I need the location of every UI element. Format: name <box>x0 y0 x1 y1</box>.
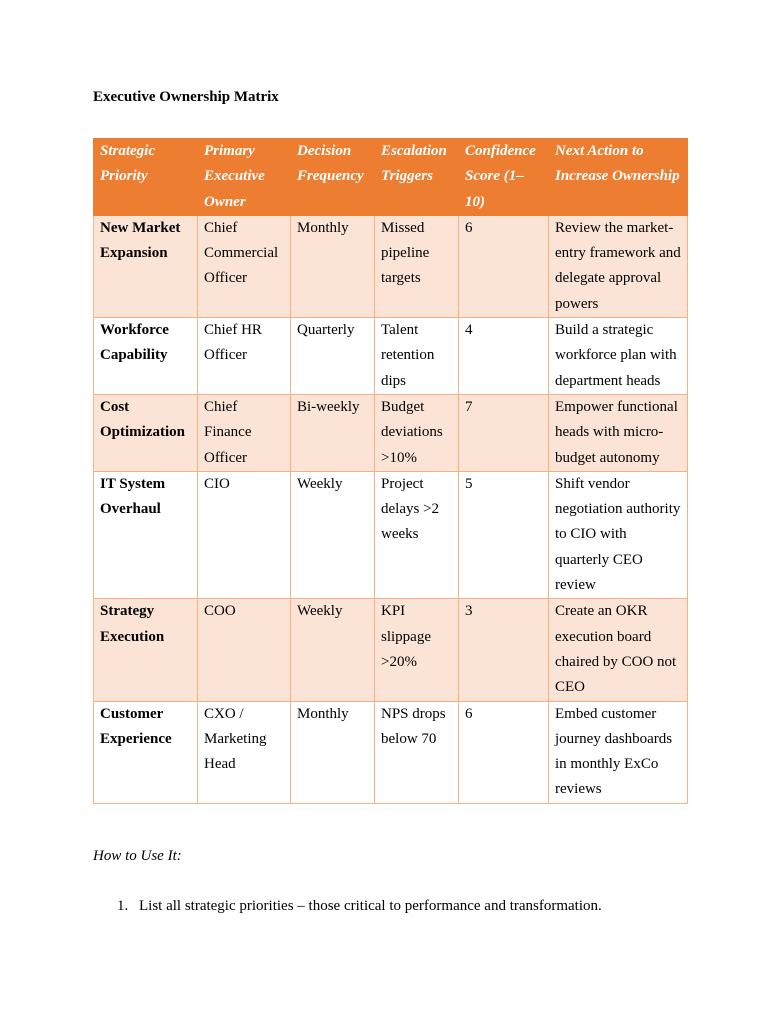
table-row <box>94 394 688 471</box>
cell-score: 3 <box>459 599 549 701</box>
cell-priority: Strategy Execution <box>94 599 198 701</box>
cell-frequency: Weekly <box>291 471 375 598</box>
cell-priority: IT System Overhaul <box>94 471 198 598</box>
cell-priority: New Market Expansion <box>94 215 198 317</box>
cell-action: Embed customer journey dashboards in monthly ExCo reviews <box>549 701 688 803</box>
header-escalation-triggers: Escalation Triggers <box>375 139 459 216</box>
cell-triggers: Budget deviations >10% <box>375 394 459 471</box>
cell-priority: Cost Optimization <box>94 394 198 471</box>
cell-triggers: Project delays >2 weeks <box>375 471 459 598</box>
cell-frequency: Monthly <box>291 701 375 803</box>
cell-score: 6 <box>459 701 549 803</box>
cell-score: 7 <box>459 394 549 471</box>
cell-owner: CIO <box>198 471 291 598</box>
cell-owner: Chief Finance Officer <box>198 394 291 471</box>
cell-action: Shift vendor negotiation authority to CIO with quarterly CEO review <box>549 471 688 598</box>
cell-frequency: Bi-weekly <box>291 394 375 471</box>
cell-score: 5 <box>459 471 549 598</box>
table-row <box>94 701 688 803</box>
header-strategic-priority: Strategic Priority <box>94 139 198 216</box>
cell-frequency: Monthly <box>291 215 375 317</box>
list-item <box>117 896 602 916</box>
cell-triggers: KPI slippage >20% <box>375 599 459 701</box>
cell-score: 4 <box>459 318 549 395</box>
cell-owner: Chief Commercial Officer <box>198 215 291 317</box>
cell-owner: COO <box>198 599 291 701</box>
table-row <box>94 599 688 701</box>
document-title: Executive Ownership Matrix <box>93 89 279 105</box>
table-header-row <box>94 139 688 216</box>
header-confidence-score: Confidence Score (1–10) <box>459 139 549 216</box>
cell-triggers: Talent retention dips <box>375 318 459 395</box>
cell-action: Create an OKR execution board chaired by COO not CEO <box>549 599 688 701</box>
cell-action: Empower functional heads with micro-budget autonomy <box>549 394 688 471</box>
cell-priority: Workforce Capability <box>94 318 198 395</box>
cell-frequency: Weekly <box>291 599 375 701</box>
cell-owner: Chief HR Officer <box>198 318 291 395</box>
cell-frequency: Quarterly <box>291 318 375 395</box>
cell-score: 6 <box>459 215 549 317</box>
ownership-matrix-table <box>93 138 688 804</box>
table-row <box>94 318 688 395</box>
header-decision-frequency: Decision Frequency <box>291 139 375 216</box>
header-primary-executive-owner: Primary Executive Owner <box>198 139 291 216</box>
cell-action: Review the market-entry framework and delegate approval powers <box>549 215 688 317</box>
header-next-action: Next Action to Increase Ownership <box>549 139 688 216</box>
cell-action: Build a strategic workforce plan with department heads <box>549 318 688 395</box>
cell-owner: CXO / Marketing Head <box>198 701 291 803</box>
how-to-heading: How to Use It: <box>93 848 182 864</box>
cell-triggers: NPS drops below 70 <box>375 701 459 803</box>
list-item-number: 1. <box>117 898 129 914</box>
cell-triggers: Missed pipeline targets <box>375 215 459 317</box>
table-row <box>94 471 688 598</box>
list-item-text: List all strategic priorities – those critical to performance and transformation. <box>139 898 602 914</box>
table-row <box>94 215 688 317</box>
cell-priority: Customer Experience <box>94 701 198 803</box>
